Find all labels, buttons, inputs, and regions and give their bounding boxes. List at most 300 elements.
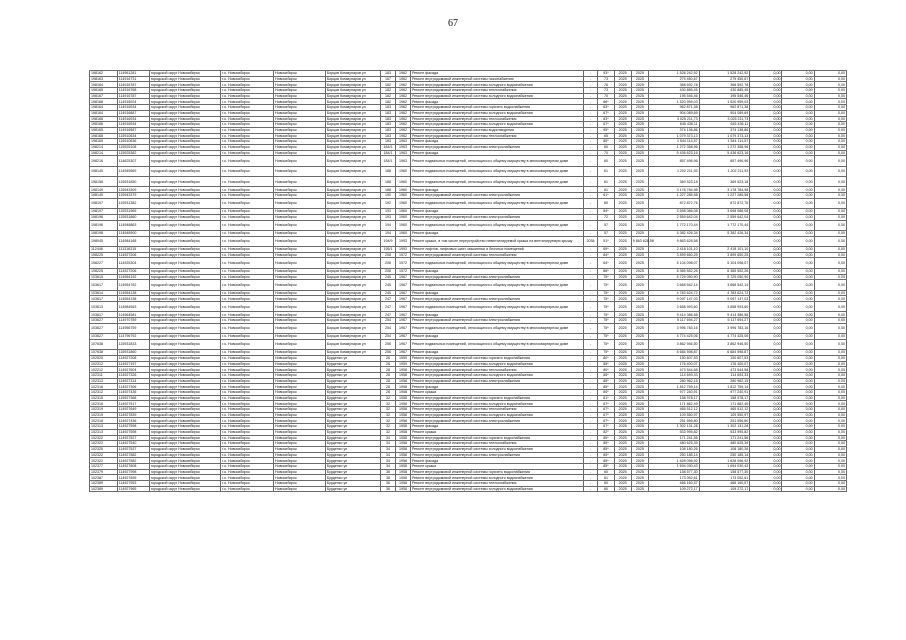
end-year-cell: 2025: [631, 486, 648, 492]
end-year-cell: 2025: [631, 82, 648, 88]
value2-cell: 0,00: [782, 76, 814, 82]
house-cell: 182: [381, 93, 396, 99]
row-id: 198198: [90, 214, 118, 220]
street-cell: Борцов Коммунаров ул: [325, 290, 380, 296]
value1-cell: 0,00: [750, 395, 782, 401]
house-cell: 245: [381, 280, 396, 290]
city-cell: г.о. Новосибирск: [221, 441, 274, 447]
wear-cell: 81: [598, 187, 614, 193]
row-id: 198168: [90, 99, 118, 105]
city-cell: г.о. Новосибирск: [221, 268, 274, 274]
cost-fund-cell: 6 684 598,87: [699, 350, 750, 356]
cost-fund-cell: 1 528 242,92: [699, 71, 750, 77]
blank-cell: -: [583, 469, 598, 475]
row-code: 111316315: [117, 247, 149, 253]
city-cell: г.о. Новосибирск: [221, 296, 274, 302]
city-cell: г.о. Новосибирск: [221, 116, 274, 122]
city-cell: г.о. Новосибирск: [221, 372, 274, 378]
blank-cell: -: [583, 144, 598, 150]
start-year-cell: 2025: [614, 424, 631, 430]
value2-cell: 0,00: [782, 247, 814, 253]
work-type-cell: Ремонт внутридомовой инженерной системы холодного водоснабжения: [410, 412, 583, 418]
value2-cell: 0,00: [782, 452, 814, 458]
value3-cell: 0,00: [814, 302, 846, 312]
row-id: 198145: [90, 193, 118, 199]
locality-cell: Новосибирск: [274, 231, 326, 237]
row-code: 114916787: [117, 93, 149, 99]
house-cell: 188: [381, 177, 396, 187]
cost-total-cell: 171 241,56: [649, 435, 700, 441]
cost-total-cell: 1 528 242,92: [649, 71, 700, 77]
district-cell: городской округ Новосибирск: [149, 350, 220, 356]
house-cell: 34: [381, 446, 396, 452]
end-year-cell: 2025: [631, 418, 648, 424]
district-cell: городской округ Новосибирск: [149, 99, 220, 105]
value2-cell: 0,00: [782, 296, 814, 302]
locality-cell: Новосибирск: [274, 361, 326, 367]
house-cell: 183: [381, 105, 396, 111]
work-type-cell: Ремонт внутридомовой инженерной системы холодного водоснабжения: [410, 372, 583, 378]
row-id: 107638: [90, 350, 118, 356]
city-cell: г.о. Новосибирск: [221, 384, 274, 390]
city-cell: г.о. Новосибирск: [221, 71, 274, 77]
row-code: 114956759: [117, 323, 149, 333]
cost-fund-cell: 466 160,57: [699, 481, 750, 487]
street-cell: Борцов Коммунаров ул: [325, 122, 380, 128]
end-year-cell: 2025: [631, 350, 648, 356]
work-type-cell: Ремонт внутридомовой инженерной системы электроснабжения: [410, 452, 583, 458]
end-year-cell: 2025: [631, 463, 648, 469]
value3-cell: 0,00: [814, 355, 846, 361]
year-cell: 1958: [395, 469, 410, 475]
district-cell: городской округ Новосибирск: [149, 339, 220, 349]
work-type-cell: Ремонт внутридомовой инженерной системы теплоснабжения: [410, 252, 583, 258]
value1-cell: 0,00: [750, 247, 782, 253]
house-cell: 183: [381, 127, 396, 133]
row-code: 114916887: [117, 110, 149, 116]
city-cell: г.о. Новосибирск: [221, 435, 274, 441]
cost-total-cell: 645 436,11: [649, 122, 700, 128]
street-cell: Борцов Коммунаров ул: [325, 220, 380, 230]
cost-total-cell: 109 272,17: [649, 486, 700, 492]
value2-cell: 0,00: [782, 486, 814, 492]
cost-fund-cell: 279 450,67: [699, 76, 750, 82]
year-cell: 1962: [395, 110, 410, 116]
work-type-cell: Ремонт подвальных помещений, относящихся к общему имуществу в многоквартирном доме: [410, 177, 583, 187]
cost-total-cell: 9 863 628,58: [649, 236, 700, 246]
row-code: 114927206: [117, 252, 149, 258]
cost-fund-cell: 109 272,17: [699, 486, 750, 492]
wear-cell: 83*: [598, 105, 614, 111]
wear-cell: 60: [598, 486, 614, 492]
city-cell: г.о. Новосибирск: [221, 446, 274, 452]
end-year-cell: 2025: [631, 412, 648, 418]
cost-total-cell: 962 871,38: [649, 105, 700, 111]
locality-cell: Новосибирск: [274, 481, 326, 487]
row-code: 114916731: [117, 76, 149, 82]
blank-cell: -: [583, 418, 598, 424]
wear-cell: 86*: [598, 268, 614, 274]
value2-cell: 0,00: [782, 384, 814, 390]
street-cell: Борцов Коммунаров ул: [325, 110, 380, 116]
value1-cell: 0,00: [750, 384, 782, 390]
locality-cell: Новосибирск: [274, 93, 326, 99]
street-cell: Бурденко ул: [325, 458, 380, 464]
city-cell: г.о. Новосибирск: [221, 334, 274, 340]
blank-cell: 2038: [583, 236, 598, 246]
city-cell: г.о. Новосибирск: [221, 401, 274, 407]
cost-total-cell: 109 550,97: [649, 412, 700, 418]
cost-fund-cell: 1 079 373,13: [699, 133, 750, 139]
house-cell: 183: [381, 133, 396, 139]
locality-cell: Новосибирск: [274, 296, 326, 302]
value2-cell: 0,00: [782, 127, 814, 133]
work-type-cell: Ремонт внутридомовой инженерной системы холодного водоснабжения: [410, 110, 583, 116]
district-cell: городской округ Новосибирск: [149, 318, 220, 324]
city-cell: г.о. Новосибирск: [221, 76, 274, 82]
row-id: 102377: [90, 463, 118, 469]
house-cell: 188: [381, 166, 396, 176]
row-code: 114927839: [117, 412, 149, 418]
house-cell: 28: [381, 390, 396, 396]
work-type-cell: Ремонт внутридомовой инженерной системы теплоснабжения: [410, 88, 583, 94]
city-cell: г.о. Новосибирск: [221, 280, 274, 290]
start-year-cell: 2025: [614, 334, 631, 340]
wear-cell: 73: [598, 88, 614, 94]
blank-cell: -: [583, 258, 598, 268]
table-row: [90, 198, 847, 208]
value1-cell: 0,00: [750, 209, 782, 215]
work-type-cell: Ремонт внутридомовой инженерной системы водоотведения: [410, 127, 583, 133]
house-cell: 188: [381, 187, 396, 193]
value3-cell: 0,00: [814, 144, 846, 150]
start-year-cell: 2025: [614, 446, 631, 452]
value3-cell: 0,00: [814, 122, 846, 128]
wear-cell: 67*: [598, 412, 614, 418]
cost-fund-cell: 2 559 642,04: [699, 214, 750, 220]
blank-cell: -: [583, 446, 598, 452]
row-id: 102389: [90, 481, 118, 487]
district-cell: городской округ Новосибирск: [149, 458, 220, 464]
year-cell: 1958: [395, 458, 410, 464]
table-row: [90, 220, 847, 230]
value3-cell: 0,00: [814, 214, 846, 220]
year-cell: 1967: [395, 290, 410, 296]
value2-cell: 0,00: [782, 252, 814, 258]
city-cell: г.о. Новосибирск: [221, 355, 274, 361]
work-type-cell: Ремонт внутридомовой инженерной системы горячего водоснабжения: [410, 355, 583, 361]
end-year-cell: 2025: [631, 88, 648, 94]
cost-fund-cell: 2 418 101,10: [699, 247, 750, 253]
value3-cell: 0,00: [814, 458, 846, 464]
street-cell: Борцов Коммунаров ул: [325, 177, 380, 187]
value2-cell: 0,00: [782, 209, 814, 215]
house-cell: 28: [381, 372, 396, 378]
row-code: 114954138: [117, 296, 149, 302]
cost-total-cell: 374 136,86: [649, 127, 700, 133]
value2-cell: 0,00: [782, 258, 814, 268]
wear-cell: 80*: [598, 355, 614, 361]
cost-total-cell: 279 450,67: [649, 76, 700, 82]
row-code: 115931969: [117, 209, 149, 215]
value1-cell: 0,00: [750, 193, 782, 199]
city-cell: г.о. Новосибирск: [221, 339, 274, 349]
value1-cell: 0,00: [750, 99, 782, 105]
value2-cell: 0,00: [782, 401, 814, 407]
work-type-cell: Ремонт внутридомовой инженерной системы электроснабжения: [410, 144, 583, 150]
cost-total-cell: 1 544 114,57: [649, 139, 700, 145]
work-type-cell: Ремонт крыши: [410, 463, 583, 469]
cost-fund-cell: 9 097 147,03: [699, 296, 750, 302]
blank-cell: -: [583, 361, 598, 367]
cost-total-cell: 251 556,80: [649, 418, 700, 424]
value2-cell: 0,00: [782, 268, 814, 274]
value2-cell: 0,00: [782, 198, 814, 208]
wear-cell: 84*: [598, 209, 614, 215]
value2-cell: 0,00: [782, 446, 814, 452]
row-id: 103613: [90, 302, 118, 312]
street-cell: Бурденко ул: [325, 401, 380, 407]
street-cell: Борцов Коммунаров ул: [325, 247, 380, 253]
locality-cell: Новосибирск: [274, 116, 326, 122]
district-cell: городской округ Новосибирск: [149, 384, 220, 390]
street-cell: Борцов Коммунаров ул: [325, 236, 380, 246]
city-cell: г.о. Новосибирск: [221, 133, 274, 139]
locality-cell: Новосибирск: [274, 150, 326, 156]
year-cell: 1958: [395, 429, 410, 435]
end-year-cell: 2025: [631, 71, 648, 77]
house-cell: 34: [381, 452, 396, 458]
value1-cell: 0,00: [750, 258, 782, 268]
district-cell: городской округ Новосибирск: [149, 296, 220, 302]
work-type-cell: Ремонт внутридомовой инженерной системы горячего водоснабжения: [410, 105, 583, 111]
blank-cell: -: [583, 339, 598, 349]
value1-cell: 0,00: [750, 93, 782, 99]
street-cell: Борцов Коммунаров ул: [325, 139, 380, 145]
district-cell: городской округ Новосибирск: [149, 252, 220, 258]
value2-cell: 0,00: [782, 469, 814, 475]
cost-total-cell: 173 052,61: [649, 475, 700, 481]
work-type-cell: Ремонт внутридомовой инженерной системы теплоснабжения: [410, 407, 583, 413]
city-cell: г.о. Новосибирск: [221, 144, 274, 150]
end-year-cell: 2025: [631, 252, 648, 258]
end-year-cell: 2025: [631, 469, 648, 475]
district-cell: городской округ Новосибирск: [149, 367, 220, 373]
value3-cell: 0,00: [814, 280, 846, 290]
year-cell: 1963: [395, 144, 410, 150]
work-type-cell: Ремонт фасада: [410, 312, 583, 318]
locality-cell: Новосибирск: [274, 378, 326, 384]
district-cell: городской округ Новосибирск: [149, 355, 220, 361]
value3-cell: 0,00: [814, 252, 846, 258]
district-cell: городской округ Новосибирск: [149, 463, 220, 469]
blank-cell: -: [583, 133, 598, 139]
row-code: 114916934: [117, 122, 149, 128]
cost-total-cell: 114 693,33: [649, 372, 700, 378]
start-year-cell: 2025: [614, 290, 631, 296]
blank-cell: -: [583, 412, 598, 418]
blank-cell: -: [583, 290, 598, 296]
row-id: 102316: [90, 384, 118, 390]
start-year-cell: 2025: [614, 372, 631, 378]
district-cell: городской округ Новосибирск: [149, 209, 220, 215]
value2-cell: 0,00: [782, 93, 814, 99]
end-year-cell: 2025: [631, 401, 648, 407]
wear-cell: 75*: [598, 334, 614, 340]
house-cell: 184/1: [381, 144, 396, 150]
city-cell: г.о. Новосибирск: [221, 312, 274, 318]
row-id: 198149: [90, 187, 118, 193]
wear-cell: 57: [598, 220, 614, 230]
value2-cell: 0,00: [782, 418, 814, 424]
blank-cell: -: [583, 296, 598, 302]
row-code: 114970789: [117, 318, 149, 324]
start-year-cell: 2025: [614, 187, 631, 193]
district-cell: городской округ Новосибирск: [149, 139, 220, 145]
house-cell: 247: [381, 296, 396, 302]
street-cell: Борцов Коммунаров ул: [325, 334, 380, 340]
blank-cell: -: [583, 231, 598, 237]
cost-fund-cell: 473 544,58: [699, 367, 750, 373]
row-id: 102387: [90, 475, 118, 481]
value3-cell: 0,00: [814, 193, 846, 199]
house-cell: 193: [381, 209, 396, 215]
year-cell: 1958: [395, 435, 410, 441]
value2-cell: 0,00: [782, 139, 814, 145]
end-year-cell: 2025: [631, 139, 648, 145]
wear-cell: 95*: [598, 127, 614, 133]
start-year-cell: 2025: [614, 458, 631, 464]
value1-cell: 0,00: [750, 350, 782, 356]
city-cell: г.о. Новосибирск: [221, 463, 274, 469]
value2-cell: 0,00: [782, 122, 814, 128]
start-year-cell: 2025: [614, 355, 631, 361]
value1-cell: 0,00: [750, 424, 782, 430]
row-id: 102313: [90, 378, 118, 384]
year-cell: 1962: [395, 71, 410, 77]
row-code: 114916768: [117, 88, 149, 94]
year-cell: 1958: [395, 378, 410, 384]
work-type-cell: Ремонт крыши, в том числе переустройство невентилируемой крыши на вентилируемую крышу: [410, 236, 583, 246]
year-cell: 1967: [395, 280, 410, 290]
street-cell: Борцов Коммунаров ул: [325, 350, 380, 356]
value2-cell: 0,00: [782, 187, 814, 193]
value1-cell: 0,00: [750, 452, 782, 458]
house-cell: 256: [381, 350, 396, 356]
street-cell: Борцов Коммунаров ул: [325, 116, 380, 122]
locality-cell: Новосибирск: [274, 339, 326, 349]
value2-cell: 0,00: [782, 144, 814, 150]
blank-cell: -: [583, 429, 598, 435]
locality-cell: Новосибирск: [274, 486, 326, 492]
city-cell: г.о. Новосибирск: [221, 274, 274, 280]
value1-cell: 0,00: [750, 441, 782, 447]
street-cell: Бурденко ул: [325, 384, 380, 390]
row-code: 114927604: [117, 367, 149, 373]
value3-cell: 0,00: [814, 378, 846, 384]
table-row: [90, 339, 847, 349]
wear-cell: 85*: [598, 384, 614, 390]
value1-cell: 0,00: [750, 231, 782, 237]
cost-fund-cell: 108 180,26: [699, 446, 750, 452]
locality-cell: Новосибирск: [274, 177, 326, 187]
blank-cell: -: [583, 193, 598, 199]
start-year-cell: 2025: [614, 268, 631, 274]
start-year-cell: 2025: [614, 133, 631, 139]
cost-total-cell: 368 592,78: [649, 82, 700, 88]
end-year-cell: 2025: [631, 475, 648, 481]
work-type-cell: Ремонт внутридомовой инженерной системы горячего водоснабжения: [410, 435, 583, 441]
blank-cell: -: [583, 323, 598, 333]
start-year-cell: 2025: [614, 127, 631, 133]
row-code: 114954762: [117, 280, 149, 290]
cost-fund-cell: 904 089,69: [699, 110, 750, 116]
cost-total-cell: 3 698 086,08: [649, 209, 700, 215]
work-type-cell: Ремонт фасада: [410, 150, 583, 156]
row-id: 102316: [90, 401, 118, 407]
end-year-cell: 2025: [631, 105, 648, 111]
wear-cell: 67*: [598, 401, 614, 407]
table-row: [90, 302, 847, 312]
cost-total-cell: 369 523,18: [649, 177, 700, 187]
district-cell: городской округ Новосибирск: [149, 424, 220, 430]
district-cell: городской округ Новосибирск: [149, 93, 220, 99]
row-id: 198158: [90, 177, 118, 187]
blank-cell: -: [583, 378, 598, 384]
value3-cell: 0,00: [814, 367, 846, 373]
year-cell: 1962: [395, 122, 410, 128]
year-cell: 1958: [395, 372, 410, 378]
street-cell: Борцов Коммунаров ул: [325, 93, 380, 99]
cost-fund-cell: 173 052,61: [699, 475, 750, 481]
house-cell: 28: [381, 367, 396, 373]
district-cell: городской округ Новосибирск: [149, 290, 220, 296]
blank-cell: -: [583, 312, 598, 318]
start-year-cell: 2025: [614, 323, 631, 333]
value3-cell: 0,00: [814, 139, 846, 145]
city-cell: г.о. Новосибирск: [221, 110, 274, 116]
value1-cell: 0,00: [750, 71, 782, 77]
end-year-cell: 2025: [631, 76, 648, 82]
blank-cell: -: [583, 384, 598, 390]
work-type-cell: Ремонт внутридомовой инженерной системы электроснабжения: [410, 193, 583, 199]
value1-cell: 0,00: [750, 372, 782, 378]
row-id: 103617: [90, 280, 118, 290]
value3-cell: 0,00: [814, 220, 846, 230]
value2-cell: 0,00: [782, 318, 814, 324]
street-cell: Борцов Коммунаров ул: [325, 231, 380, 237]
cost-total-cell: 1 227 285,58: [649, 193, 700, 199]
district-cell: городской округ Новосибирск: [149, 88, 220, 94]
year-cell: 1958: [395, 441, 410, 447]
value3-cell: 0,00: [814, 318, 846, 324]
work-type-cell: Ремонт фасада: [410, 458, 583, 464]
end-year-cell: 2025: [631, 429, 648, 435]
start-year-cell: 2025: [614, 252, 631, 258]
row-code: 115910636: [117, 139, 149, 145]
value1-cell: 0,00: [750, 214, 782, 220]
district-cell: городской округ Новосибирск: [149, 390, 220, 396]
street-cell: Борцов Коммунаров ул: [325, 274, 380, 280]
start-year-cell: 2025: [614, 71, 631, 77]
cost-total-cell: 9 414 386,58: [649, 312, 700, 318]
wear-cell: 57: [598, 231, 614, 237]
cost-fund-cell: 1 272 358,96: [699, 144, 750, 150]
value2-cell: 0,00: [782, 156, 814, 166]
row-code: 114927895: [117, 475, 149, 481]
start-year-cell: 2025: [614, 441, 631, 447]
value1-cell: 0,00: [750, 463, 782, 469]
